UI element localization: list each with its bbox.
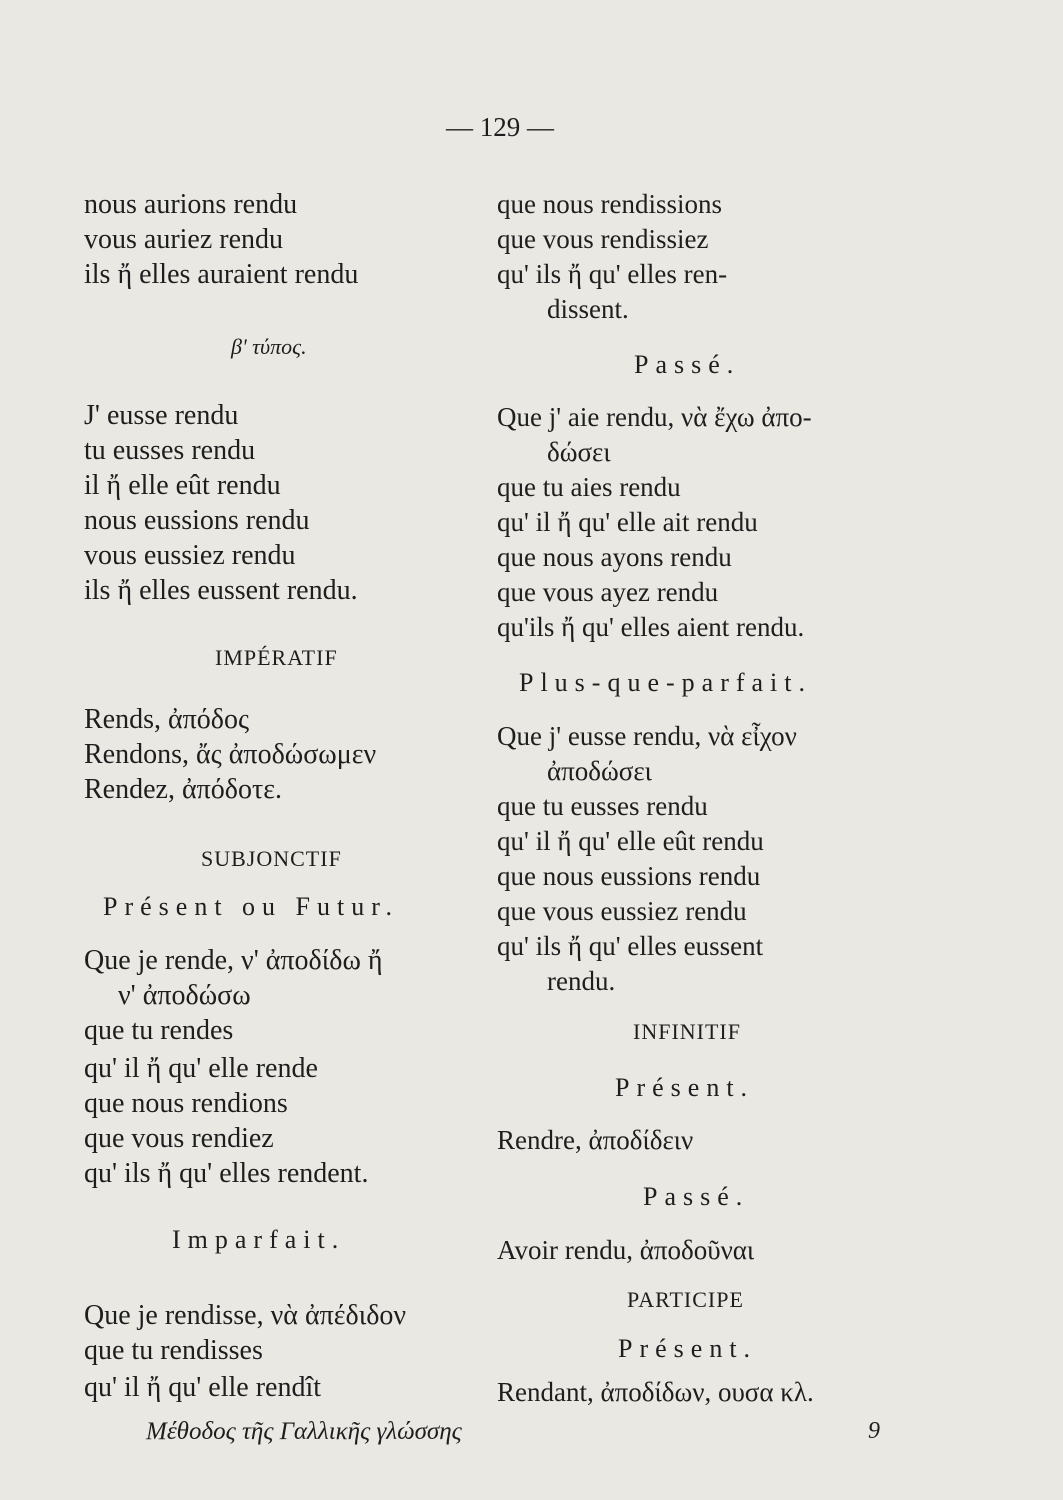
section-heading-participe: PARTICIPE (627, 1287, 744, 1312)
section-heading-present: Présent. (615, 1073, 755, 1102)
text-line: rendu. (547, 966, 616, 996)
text-line: qu' il ἤ qu' elle rendît (84, 1372, 322, 1403)
section-heading-infinitif: INFINITIF (633, 1019, 741, 1044)
text-line: que tu eusses rendu (497, 791, 708, 821)
text-line: Que je rendisse, νὰ ἀπέδιδον (84, 1300, 407, 1331)
text-line: Rendre, ἀποδίδειν (497, 1125, 694, 1155)
text-line: que vous rendissiez (497, 224, 709, 254)
text-line: Rendons, ἄς ἀποδώσωμεν (84, 739, 377, 770)
text-line: que nous ayons rendu (497, 542, 732, 572)
section-heading-plus-que-parfait: Plus-que-parfait. (519, 668, 813, 697)
text-line: que tu rendisses (84, 1335, 263, 1366)
section-heading-typos: β' τύπος. (231, 334, 307, 359)
text-line: Que je rende, ν' ἀποδίδω ἤ (84, 945, 383, 976)
text-line: ἀποδώσει (547, 756, 652, 786)
text-line: ils ἤ elles eussent rendu. (84, 575, 358, 606)
footer-signature-mark: 9 (868, 1418, 880, 1444)
text-line: qu' il ἤ qu' elle rende (84, 1053, 318, 1084)
text-line: qu' il ἤ qu' elle ait rendu (497, 507, 758, 537)
text-line: que nous rendissions (497, 189, 722, 219)
text-line: nous aurions rendu (84, 189, 298, 220)
text-line: que tu rendes (84, 1015, 234, 1046)
text-line: que nous eussions rendu (497, 861, 761, 891)
text-line: Avoir rendu, ἀποδοῦναι (497, 1235, 755, 1265)
text-line: nous eussions rendu (84, 505, 310, 536)
section-heading-subjonctif: SUBJONCTIF (201, 846, 342, 871)
section-heading-imperatif: IMPÉRATIF (215, 645, 338, 670)
text-line: vous auriez rendu (84, 224, 284, 255)
text-line: tu eusses rendu (84, 435, 256, 466)
text-line: Rendant, ἀποδίδων, ουσα κλ. (497, 1377, 814, 1407)
text-line: δώσει (547, 437, 611, 467)
text-line: qu' ils ἤ qu' elles eussent (497, 931, 764, 961)
text-line: Que j' aie rendu, νὰ ἔχω ἀπο- (497, 402, 812, 432)
text-line: qu' ils ἤ qu' elles rendent. (84, 1158, 369, 1189)
footer-book-title: Μέθοδος τῆς Γαλλικῆς γλώσσης (146, 1418, 462, 1445)
text-line: que vous rendiez (84, 1123, 274, 1154)
section-heading-passe: Passé. (634, 350, 741, 379)
text-line: qu' ils ἤ qu' elles ren- (497, 259, 728, 289)
text-line: ils ἤ elles auraient rendu (84, 259, 359, 290)
section-heading-imparfait: Imparfait. (172, 1225, 346, 1254)
text-line: dissent. (547, 294, 629, 324)
text-line: que tu aies rendu (497, 472, 681, 502)
text-line: Rendez, ἀπόδοτε. (84, 774, 282, 805)
section-heading-present-futur: Présent ou Futur. (103, 892, 399, 921)
text-line: vous eussiez rendu (84, 540, 296, 571)
text-line: que nous rendions (84, 1088, 288, 1119)
section-heading-present: Présent. (618, 1334, 758, 1363)
text-line: J' eusse rendu (84, 400, 239, 431)
text-line: ν' ἀποδώσω (118, 980, 251, 1011)
text-line: Que j' eusse rendu, νὰ εἶχον (497, 721, 797, 751)
text-line: qu'ils ἤ qu' elles aient rendu. (497, 612, 805, 642)
text-line: que vous ayez rendu (497, 577, 719, 607)
text-line: qu' il ἤ qu' elle eût rendu (497, 826, 764, 856)
page-number: — 129 — (446, 112, 554, 142)
section-heading-passe: Passé. (643, 1182, 750, 1211)
text-line: il ἤ elle eût rendu (84, 470, 281, 501)
text-line: Rends, ἀπόδος (84, 704, 250, 735)
text-line: que vous eussiez rendu (497, 896, 747, 926)
